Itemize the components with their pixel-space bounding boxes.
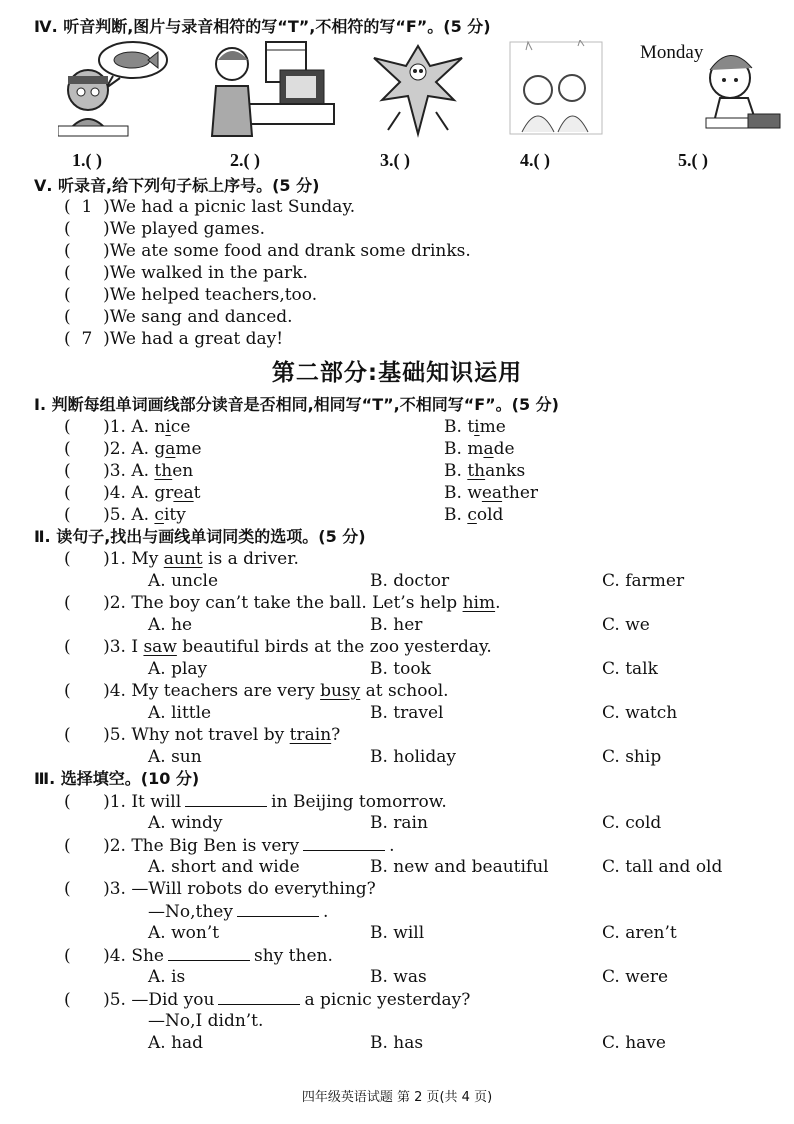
sentence-text: We played games. <box>109 219 265 239</box>
option-b[interactable]: B. rain <box>370 813 428 833</box>
page-footer: 四年级英语试题 第 2 页(共 4 页) <box>301 1090 493 1105</box>
p2s2-heading: Ⅱ. 读句子,找出与画线单词同类的选项。(5 分) <box>34 527 366 546</box>
option-a[interactable]: A. short and wide <box>148 857 300 877</box>
option-b: B. made <box>444 439 515 459</box>
list-item: ( )We ate some food and drank some drinks. <box>64 241 471 261</box>
option-a[interactable]: A. little <box>148 703 212 723</box>
list-item: ( )We helped teachers,too. <box>64 285 318 305</box>
picture-5-boy-writing <box>690 38 786 138</box>
option-b: B. cold <box>444 505 504 525</box>
list-item: ( )We walked in the park. <box>64 263 308 283</box>
option-a[interactable]: A. had <box>148 1033 204 1053</box>
option-c[interactable]: C. farmer <box>602 571 685 591</box>
option-c[interactable]: C. have <box>602 1033 666 1053</box>
option-c[interactable]: C. we <box>602 615 650 635</box>
picture-4-kids-singing <box>508 40 604 136</box>
option-c[interactable]: C. tall and old <box>602 857 723 877</box>
list-item: ( )1. A. nice <box>64 417 191 437</box>
part2-title: 第二部分:基础知识运用 <box>271 360 523 386</box>
option-b[interactable]: B. holiday <box>370 747 456 767</box>
option-a[interactable]: A. sun <box>148 747 202 767</box>
list-item: ( )We sang and danced. <box>64 307 293 327</box>
option-b: B. weather <box>444 483 539 503</box>
list-item: ( 7 )We had a great day! <box>64 329 284 349</box>
list-item: ( )2. A. game <box>64 439 202 459</box>
option-a[interactable]: A. play <box>148 659 208 679</box>
picture-3-kite <box>370 42 466 138</box>
fill-blank[interactable] <box>185 790 267 807</box>
question: ( )3. I saw beautiful birds at the zoo yesterday. <box>64 637 492 657</box>
question-line2: —No,I didn’t. <box>148 1011 264 1031</box>
option-b: B. thanks <box>444 461 526 481</box>
list-item: ( 1 )We had a picnic last Sunday. <box>64 197 356 217</box>
sentence-text: We had a great day! <box>109 329 284 349</box>
sentence-text: We had a picnic last Sunday. <box>109 197 356 217</box>
answer-slot-5[interactable]: 5.( ) <box>678 150 708 170</box>
option-b[interactable]: B. new and beautiful <box>370 857 549 877</box>
option-b[interactable]: B. travel <box>370 703 444 723</box>
option-c[interactable]: C. cold <box>602 813 662 833</box>
option-a[interactable]: A. won’t <box>148 923 220 943</box>
sentence-text: We walked in the park. <box>109 263 308 283</box>
fill-blank[interactable] <box>237 900 319 917</box>
option-c[interactable]: C. aren’t <box>602 923 677 943</box>
option-b[interactable]: B. has <box>370 1033 424 1053</box>
section5-heading: Ⅴ. 听录音,给下列句子标上序号。(5 分) <box>34 176 320 195</box>
list-item: ( )3. A. then <box>64 461 194 481</box>
sentence-text: We ate some food and drank some drinks. <box>109 241 471 261</box>
question: ( )1. It will in Beijing tomorrow. <box>64 792 447 812</box>
fill-blank[interactable] <box>168 944 250 961</box>
order-mark[interactable]: 7 <box>81 329 93 349</box>
answer-slot-1[interactable]: 1.( ) <box>72 150 102 170</box>
picture-2-boy-tv <box>208 40 336 140</box>
picture-1-woman-fish <box>58 38 170 138</box>
question: ( )2. The Big Ben is very . <box>64 836 395 856</box>
section4-heading: Ⅳ. 听音判断,图片与录音相符的写“T”,不相符的写“F”。(5 分) <box>34 17 491 36</box>
monday-label: Monday <box>640 42 704 63</box>
fill-blank[interactable] <box>303 834 385 851</box>
question: ( )4. My teachers are very busy at school. <box>64 681 449 701</box>
option-c[interactable]: C. talk <box>602 659 658 679</box>
question: ( )5. Why not travel by train? <box>64 725 341 745</box>
p2s1-heading: Ⅰ. 判断每组单词画线部分读音是否相同,相同写“T”,不相同写“F”。(5 分) <box>34 395 559 414</box>
option-c[interactable]: C. were <box>602 967 669 987</box>
fill-blank[interactable] <box>218 988 300 1005</box>
list-item: ( )4. A. great <box>64 483 201 503</box>
question: ( )3. —Will robots do everything? <box>64 879 376 899</box>
option-b[interactable]: B. will <box>370 923 425 943</box>
option-b[interactable]: B. doctor <box>370 571 450 591</box>
order-mark[interactable]: 1 <box>81 197 93 217</box>
answer-slot-2[interactable]: 2.( ) <box>230 150 260 170</box>
option-b[interactable]: B. took <box>370 659 431 679</box>
p2s3-heading: Ⅲ. 选择填空。(10 分) <box>34 769 200 788</box>
answer-slot-4[interactable]: 4.( ) <box>520 150 550 170</box>
option-a[interactable]: A. uncle <box>148 571 219 591</box>
option-b[interactable]: B. was <box>370 967 427 987</box>
question: ( )5. —Did you a picnic yesterday? <box>64 990 471 1010</box>
option-a[interactable]: A. is <box>148 967 186 987</box>
option-c[interactable]: C. ship <box>602 747 662 767</box>
option-b: B. time <box>444 417 506 437</box>
list-item: ( )5. A. city <box>64 505 186 525</box>
option-a[interactable]: A. windy <box>148 813 223 833</box>
option-b[interactable]: B. her <box>370 615 423 635</box>
question: ( )4. She shy then. <box>64 946 333 966</box>
sentence-text: We sang and danced. <box>109 307 293 327</box>
answer-slot-3[interactable]: 3.( ) <box>380 150 410 170</box>
option-a[interactable]: A. he <box>148 615 193 635</box>
question: ( )1. My aunt is a driver. <box>64 549 299 569</box>
option-c[interactable]: C. watch <box>602 703 678 723</box>
question: ( )2. The boy can’t take the ball. Let’s help him. <box>64 593 501 613</box>
sentence-text: We helped teachers,too. <box>109 285 318 305</box>
question-line2: —No,they . <box>148 902 329 922</box>
list-item: ( )We played games. <box>64 219 265 239</box>
